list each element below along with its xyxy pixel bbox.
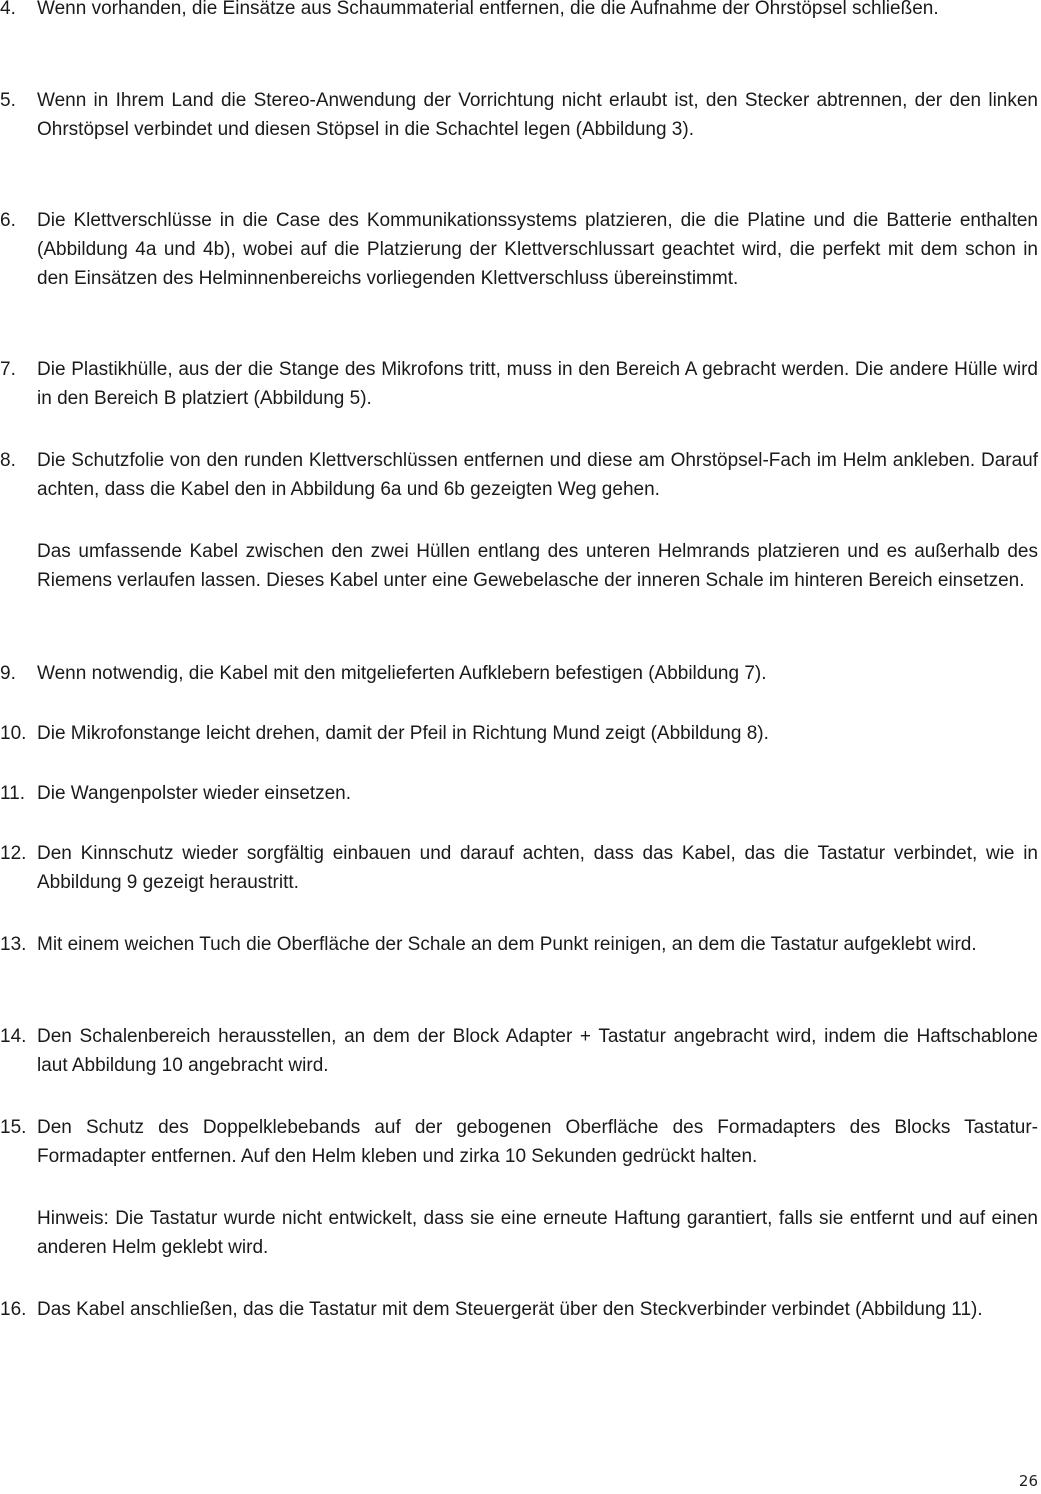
list-item-number: 4.	[0, 0, 16, 19]
list-item-text: Wenn vorhanden, die Einsätze aus Schaummaterial entfernen, die die Aufnahme der Ohrstöpsel schließen.	[37, 0, 939, 19]
list-item-text: Wenn in Ihrem Land die Stereo-Anwendung der Vorrichtung nicht erlaubt ist, den Stecker abtrennen, der den linken Ohrstöpsel verbindet und diesen Stöpsel in die Schachtel legen (Abbildung 3).	[37, 90, 1038, 140]
list-item-number: 13.	[0, 934, 27, 955]
list-item-number: 12.	[0, 843, 27, 864]
list-item-text: Die Plastikhülle, aus der die Stange des Mikrofons tritt, muss in den Bereich A gebracht werden. Die andere Hülle wird in den Bereich B platziert (Abbildung 5).	[37, 359, 1038, 409]
list-item-number: 8.	[0, 450, 16, 471]
list-item-text: Das umfassende Kabel zwischen den zwei Hüllen entlang des unteren Helmrands platzieren und es außerhalb des Riemens verlaufen lassen. Dieses Kabel unter eine Gewebelasche der inneren Schale im hinteren Bereich einsetzen.	[37, 541, 1038, 591]
list-item-number: 11.	[0, 783, 26, 804]
list-item-text: Mit einem weichen Tuch die Oberfläche der Schale an dem Punkt reinigen, an dem die Tastatur aufgeklebt wird.	[37, 934, 977, 955]
list-item-text: Die Wangenpolster wieder einsetzen.	[37, 783, 352, 804]
list-item-number: 9.	[0, 663, 16, 684]
note-text: Hinweis: Die Tastatur wurde nicht entwickelt, dass sie eine erneute Haftung garantiert, falls sie entfernt und auf einen anderen Helm geklebt wird.	[37, 1208, 1038, 1258]
list-item-number: 16.	[0, 1299, 27, 1320]
list-item-number: 7.	[0, 359, 16, 380]
list-item-text: Die Schutzfolie von den runden Klettverschlüssen entfernen und diese am Ohrstöpsel-Fach im Helm ankleben. Darauf achten, dass die Kabel den in Abbildung 6a und 6b gezeigten Weg gehen.	[37, 450, 1038, 500]
list-item-text: Die Klettverschlüsse in die Case des Kommunikationssystems platzieren, die die Platine und die Batterie enthalten (Abbildung 4a und 4b), wobei auf die Platzierung der Klettverschlussart geachtet wird, die perfekt mit dem schon in den Einsätzen des Helminnenbereichs vorliegenden Klettverschluss übereinstimmt.	[37, 210, 1038, 289]
list-item-text: Den Schalenbereich herausstellen, an dem der Block Adapter + Tastatur angebracht wird, indem die Haftschablone laut Abbildung 10 angebracht wird.	[37, 1026, 1038, 1076]
list-item-text: Den Schutz des Doppelklebebands auf der gebogenen Oberfläche des Formadapters des Blocks Tastatur-Formadapter entfernen. Auf den Helm kleben und zirka 10 Sekunden gedrückt halten.	[37, 1117, 1038, 1167]
list-item-text: Die Mikrofonstange leicht drehen, damit der Pfeil in Richtung Mund zeigt (Abbildung 8).	[37, 723, 769, 744]
list-item-number: 10.	[0, 723, 27, 744]
list-item-text: Wenn notwendig, die Kabel mit den mitgelieferten Aufklebern befestigen (Abbildung 7).	[37, 663, 767, 684]
list-item-number: 14.	[0, 1026, 27, 1047]
list-item-text: Das Kabel anschließen, das die Tastatur mit dem Steuergerät über den Steckverbinder verbindet (Abbildung 11).	[37, 1299, 983, 1320]
list-item-number: 5.	[0, 90, 16, 111]
page-number: 26	[1018, 1472, 1038, 1490]
list-item-text: Den Kinnschutz wieder sorgfältig einbauen und darauf achten, dass das Kabel, das die Tastatur verbindet, wie in Abbildung 9 gezeigt heraustritt.	[37, 843, 1038, 893]
list-item-number: 15.	[0, 1117, 27, 1138]
list-item-number: 6.	[0, 210, 16, 231]
